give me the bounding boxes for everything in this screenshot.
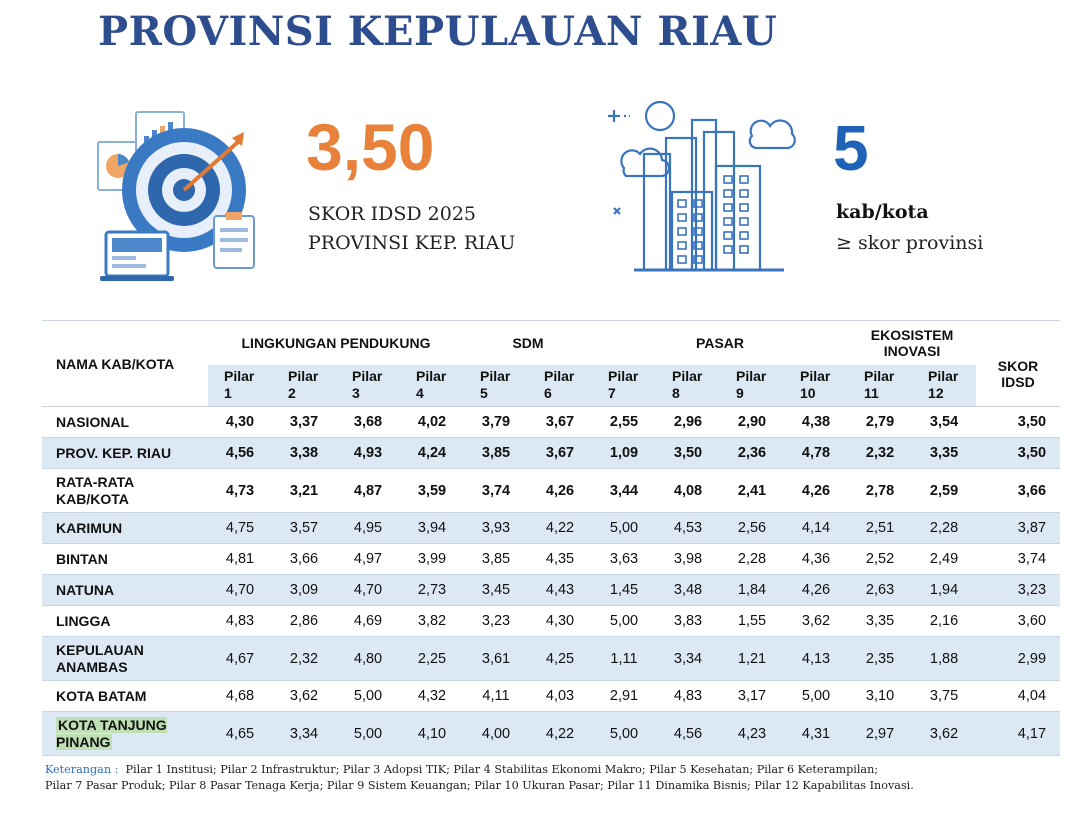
- row-name: [42, 575, 208, 606]
- row-name-text: [56, 688, 146, 704]
- row-name-line1: KARIMUN: [56, 519, 123, 536]
- pillar-value-4: 3,59: [400, 469, 464, 513]
- pillar-value-7: 1,09: [592, 438, 656, 469]
- pillar-value-6: 4,30: [528, 606, 592, 637]
- pillar-value-9: 2,36: [720, 438, 784, 469]
- pillar-value-2: 2,86: [272, 606, 336, 637]
- group-header-ekosistem-line2: INOVASI: [883, 342, 941, 359]
- legend-note-label: Keterangan :: [45, 763, 119, 776]
- idsd-score-cell: 4,04: [976, 681, 1060, 712]
- idsd-score-cell: 3,74: [976, 544, 1060, 575]
- group-header-ekosistem-line1: EKOSISTEM: [870, 326, 954, 343]
- district-count-value: 5: [833, 112, 869, 184]
- row-name-line1: KOTA TANJUNG: [58, 716, 167, 733]
- score-header-line2: IDSD: [1001, 373, 1035, 390]
- pillar-value-10: 4,26: [784, 469, 848, 513]
- row-name: [42, 469, 208, 513]
- pillar-value-5: 3,79: [464, 407, 528, 438]
- pillar-value-8: 3,50: [656, 438, 720, 469]
- pillar-value-3: 4,93: [336, 438, 400, 469]
- table-row: [42, 544, 1060, 575]
- pillar-value-7: 2,91: [592, 681, 656, 712]
- pillar-value-4: 2,25: [400, 637, 464, 681]
- idsd-score-cell: 3,23: [976, 575, 1060, 606]
- legend-note-text1: Pilar 1 Institusi; Pilar 2 Infrastruktur; Pilar 3 Adopsi TIK; Pilar 4 Stabilitas Ekonomi Makro; Pilar 5 Kesehatan; Pilar 6 Keterampilan;: [125, 763, 879, 776]
- pillar-value-5: 3,74: [464, 469, 528, 513]
- pillar-value-12: 3,54: [912, 407, 976, 438]
- pillar-value-10: 4,36: [784, 544, 848, 575]
- pillar-number: 9: [736, 385, 744, 402]
- row-name: [42, 606, 208, 637]
- pillar-value-5: 4,00: [464, 712, 528, 756]
- pillar-value-9: 1,84: [720, 575, 784, 606]
- city-buildings-icon: [604, 96, 800, 278]
- pillar-word: Pilar: [416, 368, 447, 385]
- table-row: [42, 513, 1060, 544]
- group-header-pasar: PASAR: [696, 334, 744, 351]
- row-name-line1: NATUNA: [56, 581, 115, 598]
- pillar-value-10: 3,62: [784, 606, 848, 637]
- pillar-value-2: 3,21: [272, 469, 336, 513]
- pillar-value-4: 2,73: [400, 575, 464, 606]
- pillar-value-1: 4,81: [208, 544, 272, 575]
- page-title: PROVINSI KEPULAUAN RIAU: [98, 8, 778, 55]
- table-row: [42, 606, 1060, 637]
- name-column-header: NAMA KAB/KOTA: [56, 355, 175, 372]
- pillar-value-5: 3,85: [464, 438, 528, 469]
- pillar-value-4: 4,10: [400, 712, 464, 756]
- count-caption-line2: ≥ skor provinsi: [836, 232, 984, 254]
- pillar-value-12: 3,75: [912, 681, 976, 712]
- pillar-value-8: 4,56: [656, 712, 720, 756]
- pillar-value-12: 1,88: [912, 637, 976, 681]
- pillar-word: Pilar: [928, 368, 959, 385]
- pillar-value-1: 4,70: [208, 575, 272, 606]
- pillar-number: 10: [800, 385, 816, 402]
- pillar-value-11: 2,63: [848, 575, 912, 606]
- idsd-score-table: [42, 320, 1060, 756]
- pillar-header-3: [336, 365, 400, 407]
- pillar-header-7: [592, 365, 656, 407]
- pillar-header-4: [400, 365, 464, 407]
- idsd-score-cell: 3,66: [976, 469, 1060, 513]
- pillar-value-9: 1,21: [720, 637, 784, 681]
- pillar-value-6: 3,67: [528, 438, 592, 469]
- pillar-header-8: [656, 365, 720, 407]
- row-name-line1: RATA-RATA: [56, 473, 135, 490]
- idsd-score-value: 3,50: [306, 110, 435, 184]
- pillar-value-3: 4,70: [336, 575, 400, 606]
- pillar-value-1: 4,65: [208, 712, 272, 756]
- pillar-value-10: 4,13: [784, 637, 848, 681]
- pillar-number: 4: [416, 385, 424, 402]
- idsd-score-cell: 2,99: [976, 637, 1060, 681]
- row-name: [42, 712, 208, 756]
- pillar-value-11: 2,32: [848, 438, 912, 469]
- score-header-line1: SKOR: [997, 357, 1039, 374]
- pillar-number: 1: [224, 385, 232, 402]
- pillar-value-5: 4,11: [464, 681, 528, 712]
- pillar-value-8: 3,34: [656, 637, 720, 681]
- count-caption-line1: kab/kota: [836, 201, 929, 223]
- pillar-header-2: [272, 365, 336, 407]
- pillar-word: Pilar: [224, 368, 255, 385]
- pillar-value-8: 4,83: [656, 681, 720, 712]
- pillar-number: 8: [672, 385, 680, 402]
- row-name-line1: KEPULAUAN: [56, 641, 144, 658]
- pillar-value-11: 2,35: [848, 637, 912, 681]
- pillar-word: Pilar: [352, 368, 383, 385]
- pillar-value-1: 4,83: [208, 606, 272, 637]
- pillar-value-3: 5,00: [336, 681, 400, 712]
- pillar-value-12: 3,35: [912, 438, 976, 469]
- pillar-value-11: 2,78: [848, 469, 912, 513]
- row-name: [42, 544, 208, 575]
- pillar-header-11: [848, 365, 912, 407]
- row-name-line1: LINGGA: [56, 612, 111, 629]
- pillar-value-12: 2,28: [912, 513, 976, 544]
- pillar-value-11: 3,35: [848, 606, 912, 637]
- pillar-value-12: 2,59: [912, 469, 976, 513]
- group-header-sdm: SDM: [512, 334, 544, 351]
- pillar-word: Pilar: [608, 368, 639, 385]
- pillar-value-6: 3,67: [528, 407, 592, 438]
- pillar-header-9: [720, 365, 784, 407]
- table-row: [42, 637, 1060, 681]
- pillar-header-10: [784, 365, 848, 407]
- row-name: [42, 407, 208, 438]
- pillar-value-1: 4,75: [208, 513, 272, 544]
- score-column-header: [976, 321, 1060, 407]
- pillar-value-6: 4,22: [528, 513, 592, 544]
- pillar-value-4: 4,32: [400, 681, 464, 712]
- pillar-value-7: 2,55: [592, 407, 656, 438]
- row-name-text: [56, 642, 144, 675]
- pillar-value-10: 4,38: [784, 407, 848, 438]
- pillar-value-8: 4,08: [656, 469, 720, 513]
- row-name: [42, 513, 208, 544]
- row-name-line2: KAB/KOTA: [56, 490, 129, 507]
- legend-note: [45, 762, 1065, 794]
- pillar-header-5: [464, 365, 528, 407]
- pillar-word: Pilar: [288, 368, 319, 385]
- pillar-value-7: 5,00: [592, 712, 656, 756]
- idsd-score-cell: 3,50: [976, 407, 1060, 438]
- pillar-number: 7: [608, 385, 616, 402]
- row-name-line2: ANAMBAS: [56, 658, 128, 675]
- pillar-value-12: 2,49: [912, 544, 976, 575]
- pillar-number: 3: [352, 385, 360, 402]
- pillar-header-1: [208, 365, 272, 407]
- pillar-value-10: 4,31: [784, 712, 848, 756]
- pillar-value-3: 4,80: [336, 637, 400, 681]
- pillar-value-11: 2,52: [848, 544, 912, 575]
- pillar-value-6: 4,03: [528, 681, 592, 712]
- pillar-value-9: 1,55: [720, 606, 784, 637]
- pillar-value-1: 4,73: [208, 469, 272, 513]
- pillar-value-10: 4,14: [784, 513, 848, 544]
- table-row: [42, 438, 1060, 469]
- row-name-line1: PROV. KEP. RIAU: [56, 444, 172, 461]
- row-name-line2: PINANG: [56, 733, 111, 750]
- pillar-value-9: 2,28: [720, 544, 784, 575]
- idsd-score-cell: 3,50: [976, 438, 1060, 469]
- pillar-value-7: 3,63: [592, 544, 656, 575]
- target-dashboard-icon: [92, 98, 264, 288]
- pillar-number: 6: [544, 385, 552, 402]
- pillar-value-7: 1,45: [592, 575, 656, 606]
- idsd-score-cell: 4,17: [976, 712, 1060, 756]
- pillar-value-2: 3,37: [272, 407, 336, 438]
- pillar-value-3: 4,95: [336, 513, 400, 544]
- row-name: [42, 637, 208, 681]
- row-name-text: [56, 474, 134, 507]
- row-name-text: [56, 520, 122, 536]
- pillar-value-12: 1,94: [912, 575, 976, 606]
- pillar-value-7: 3,44: [592, 469, 656, 513]
- pillar-value-12: 3,62: [912, 712, 976, 756]
- pillar-number: 12: [928, 385, 944, 402]
- pillar-value-2: 3,66: [272, 544, 336, 575]
- pillar-value-9: 2,90: [720, 407, 784, 438]
- pillar-value-3: 3,68: [336, 407, 400, 438]
- pillar-number: 2: [288, 385, 296, 402]
- pillar-value-4: 3,82: [400, 606, 464, 637]
- pillar-value-8: 3,98: [656, 544, 720, 575]
- pillar-header-6: [528, 365, 592, 407]
- idsd-score-cell: 3,60: [976, 606, 1060, 637]
- pillar-value-9: 4,23: [720, 712, 784, 756]
- pillar-value-11: 3,10: [848, 681, 912, 712]
- score-caption-line1: SKOR IDSD 2025: [308, 203, 477, 225]
- pillar-word: Pilar: [800, 368, 831, 385]
- pillar-value-10: 5,00: [784, 681, 848, 712]
- pillar-header-12: [912, 365, 976, 407]
- pillar-value-5: 3,23: [464, 606, 528, 637]
- row-name-text: [56, 717, 167, 750]
- pillar-word: Pilar: [864, 368, 895, 385]
- table-row: [42, 407, 1060, 438]
- pillar-value-1: 4,67: [208, 637, 272, 681]
- pillar-value-1: 4,68: [208, 681, 272, 712]
- row-name: [42, 681, 208, 712]
- table-row: [42, 469, 1060, 513]
- pillar-word: Pilar: [544, 368, 575, 385]
- pillar-value-7: 5,00: [592, 513, 656, 544]
- pillar-value-8: 2,96: [656, 407, 720, 438]
- pillar-word: Pilar: [736, 368, 767, 385]
- pillar-value-11: 2,51: [848, 513, 912, 544]
- row-name-text: [56, 551, 108, 567]
- group-header-lingkungan: LINGKUNGAN PENDUKUNG: [241, 334, 431, 351]
- row-name-line1: BINTAN: [56, 550, 108, 567]
- pillar-value-5: 3,45: [464, 575, 528, 606]
- pillar-value-2: 3,62: [272, 681, 336, 712]
- pillar-value-3: 5,00: [336, 712, 400, 756]
- pillar-value-6: 4,25: [528, 637, 592, 681]
- pillar-value-2: 3,57: [272, 513, 336, 544]
- pillar-word: Pilar: [672, 368, 703, 385]
- pillar-value-8: 3,83: [656, 606, 720, 637]
- pillar-value-3: 4,69: [336, 606, 400, 637]
- idsd-score-cell: 3,87: [976, 513, 1060, 544]
- pillar-value-5: 3,85: [464, 544, 528, 575]
- pillar-value-3: 4,97: [336, 544, 400, 575]
- pillar-value-6: 4,22: [528, 712, 592, 756]
- pillar-value-4: 4,02: [400, 407, 464, 438]
- pillar-value-9: 2,41: [720, 469, 784, 513]
- pillar-value-5: 3,93: [464, 513, 528, 544]
- pillar-word: Pilar: [480, 368, 511, 385]
- pillar-value-6: 4,26: [528, 469, 592, 513]
- legend-note-line1: [45, 762, 1065, 778]
- pillar-value-8: 4,53: [656, 513, 720, 544]
- score-caption-line2: PROVINSI KEP. RIAU: [308, 232, 516, 254]
- pillar-number: 5: [480, 385, 488, 402]
- pillar-value-1: 4,30: [208, 407, 272, 438]
- legend-note-text2: Pilar 7 Pasar Produk; Pilar 8 Pasar Tenaga Kerja; Pilar 9 Sistem Keuangan; Pilar 10 Ukuran Pasar; Pilar 11 Dinamika Bisnis; Pilar 12 Kapabilitas Inovasi.: [45, 779, 914, 792]
- pillar-value-2: 2,32: [272, 637, 336, 681]
- pillar-value-11: 2,79: [848, 407, 912, 438]
- pillar-value-7: 5,00: [592, 606, 656, 637]
- row-name-line1: NASIONAL: [56, 413, 130, 430]
- pillar-value-7: 1,11: [592, 637, 656, 681]
- pillar-value-9: 3,17: [720, 681, 784, 712]
- pillar-number: 11: [864, 385, 879, 402]
- pillar-value-4: 3,94: [400, 513, 464, 544]
- pillar-value-10: 4,26: [784, 575, 848, 606]
- row-name-text: [56, 445, 171, 461]
- pillar-value-12: 2,16: [912, 606, 976, 637]
- pillar-value-4: 3,99: [400, 544, 464, 575]
- table-row: [42, 712, 1060, 756]
- row-name-line1: KOTA BATAM: [56, 687, 147, 704]
- row-name-text: [56, 613, 110, 629]
- pillar-value-10: 4,78: [784, 438, 848, 469]
- group-header-ekosistem: [848, 321, 976, 365]
- row-name: [42, 438, 208, 469]
- pillar-value-2: 3,34: [272, 712, 336, 756]
- table-row: [42, 681, 1060, 712]
- pillar-value-9: 2,56: [720, 513, 784, 544]
- table-row: [42, 575, 1060, 606]
- pillar-value-3: 4,87: [336, 469, 400, 513]
- row-name-text: [56, 414, 129, 430]
- row-name-text: [56, 582, 114, 598]
- pillar-value-1: 4,56: [208, 438, 272, 469]
- pillar-value-4: 4,24: [400, 438, 464, 469]
- pillar-value-2: 3,09: [272, 575, 336, 606]
- pillar-value-8: 3,48: [656, 575, 720, 606]
- pillar-value-11: 2,97: [848, 712, 912, 756]
- pillar-value-6: 4,35: [528, 544, 592, 575]
- pillar-value-2: 3,38: [272, 438, 336, 469]
- pillar-value-5: 3,61: [464, 637, 528, 681]
- pillar-value-6: 4,43: [528, 575, 592, 606]
